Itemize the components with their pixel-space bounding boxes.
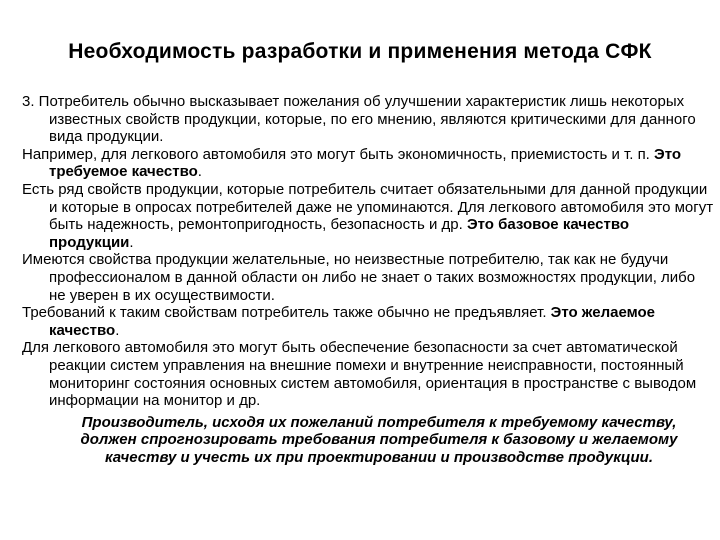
paragraph-text: Есть ряд свойств продукции, которые потребитель считает обязательными для данной продукции и которые в опросах потребителей даже не упоминаются. Для легкового автомобиля это могут быть надежность, ремонтопригодность, безопасность и др. [22,180,714,234]
paragraph-tail: . [115,321,120,339]
paragraph-text: Имеются свойства продукции желательные, но неизвестные потребителю, так как не будучи профессионалом в данной области он либо не знает о таких возможностях продукции, либо не уверен в их осуществимости. [22,251,696,304]
paragraph-text: Требований к таким свойствам потребитель также обычно не предъявляет. [22,304,551,322]
paragraph-emphasis: Это требуемое качество [49,145,682,181]
paragraph-emphasis: Это базовое качество продукции [49,216,630,251]
paragraph-basic-quality [22,181,714,251]
paragraph-desired-quality [22,304,714,339]
paragraph-text: Для легкового автомобиля это могут быть обеспечение безопасности за счет автоматической реакции систем управления на внешние помехи и внутренние неисправности, постоянный мониторинг состояния основных систем автомобиля, ориентация в пространстве с выводом информации на монитор и др. [22,339,697,410]
paragraph-text: Например, для легкового автомобиля это могут быть экономичность, приемистость и т. п. [22,145,655,163]
paragraph-emphasis: Это желаемое качество [49,304,656,339]
paragraph-required-quality [22,146,714,181]
paragraph-tail: . [129,233,134,251]
paragraph-car-example [22,339,714,409]
slide-body [22,93,714,466]
paragraph-text: 3. Потребитель обычно высказывает пожелания об улучшении характеристик лишь некоторых известных свойств продукции, которые, по его мнению, являются критическими для данного вида продукции. [22,93,696,146]
conclusion: Производитель, исходя их пожеланий потребителя к требуемому качеству, должен спрогнозировать требования потребителя к базовому и желаемому качеству и учесть их при проектировании и производстве продукции. [80,413,678,466]
paragraph-desired-properties [22,251,714,304]
paragraph-tail: . [197,163,202,181]
slide-title: Необходимость разработки и применения метода СФК [68,40,652,63]
paragraph-critical-properties [22,93,714,146]
